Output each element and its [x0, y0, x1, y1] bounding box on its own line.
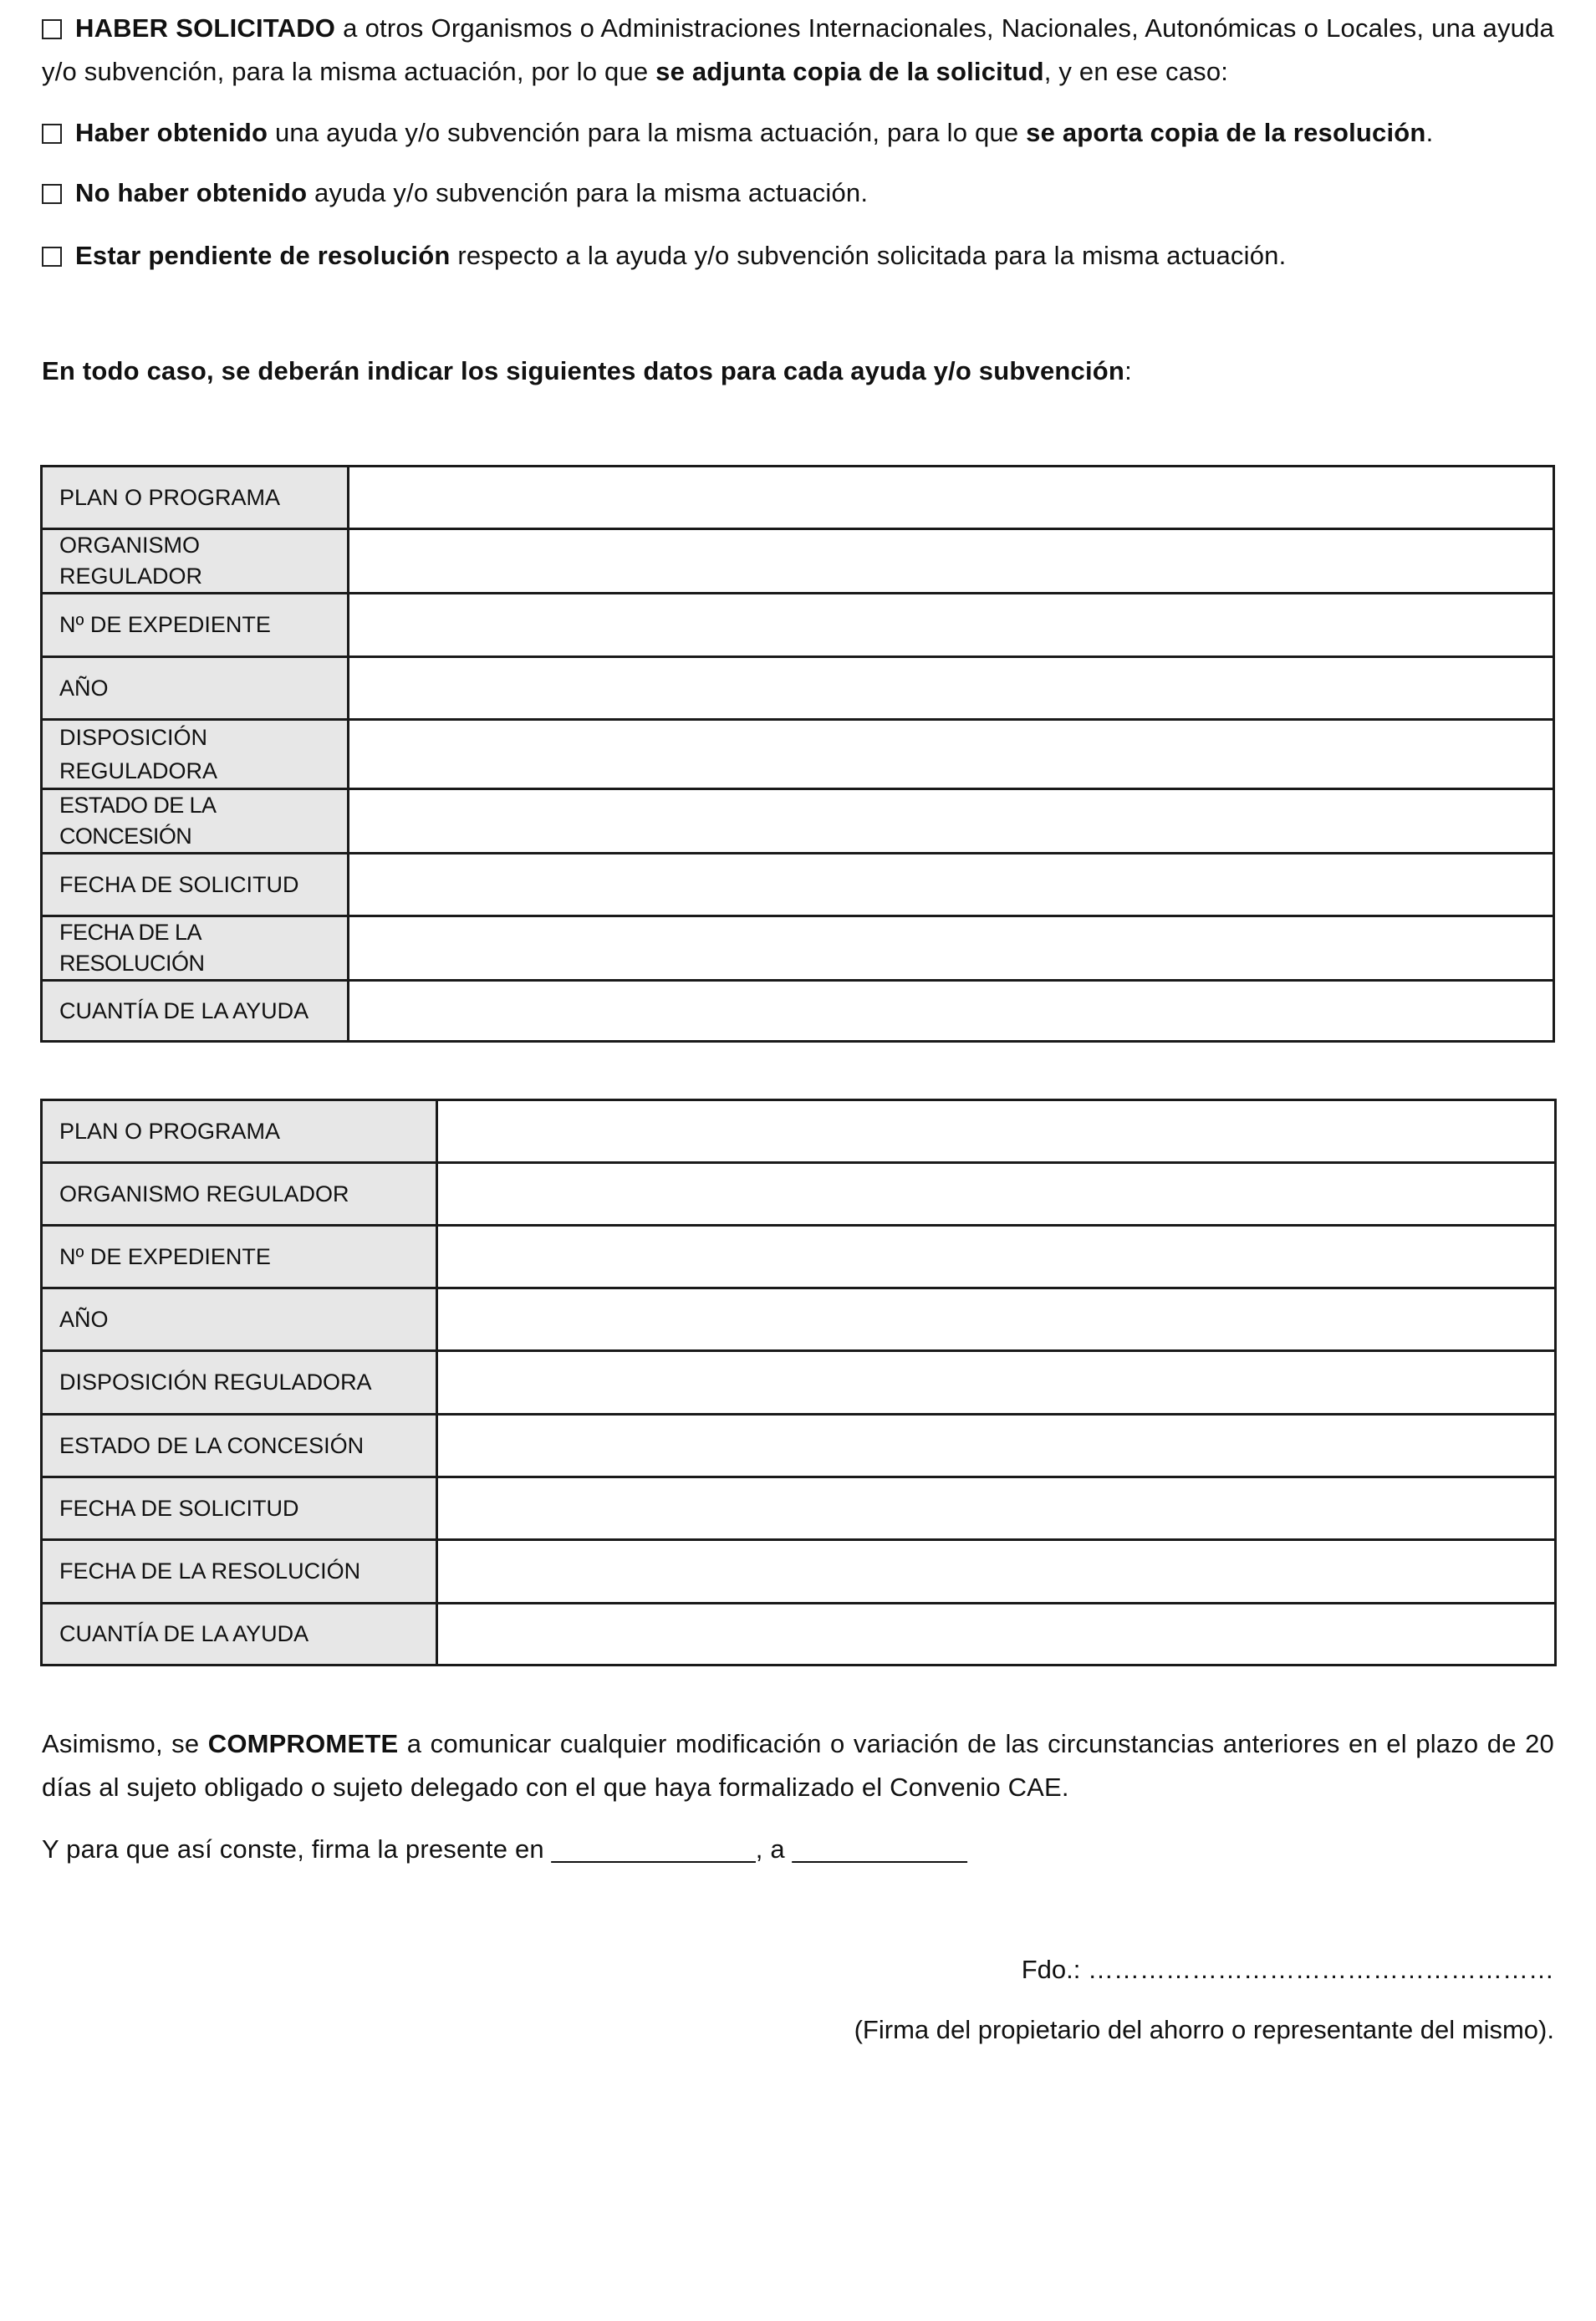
option-haber-obtenido [42, 111, 1554, 155]
table-row [42, 1351, 1556, 1415]
option-text: ayuda y/o subvención para la misma actuación. [307, 178, 869, 207]
table-row [42, 854, 1554, 916]
row-label: DISPOSICIÓN REGULADORA [42, 720, 349, 789]
grant-table-1 [40, 465, 1555, 1043]
table-row [42, 594, 1554, 657]
table-row [42, 1163, 1556, 1226]
row-label: PLAN O PROGRAMA [42, 1100, 437, 1163]
option-bold: Haber obtenido [75, 118, 268, 147]
table-row [42, 657, 1554, 720]
table-row [42, 1540, 1556, 1604]
row-label: FECHA DE SOLICITUD [42, 1477, 437, 1540]
row-value-field[interactable] [349, 916, 1554, 981]
intro-paragraph [42, 7, 1554, 94]
commitment-text: a comunicar cualquier modificación o variación de las circunstancias anteriores en el plazo de 20 días al sujeto obligado o sujeto delegado con el que haya formalizado el Convenio CAE. [42, 1729, 1554, 1802]
row-value-field[interactable] [349, 467, 1554, 529]
row-value-field[interactable] [437, 1226, 1556, 1288]
row-value-field[interactable] [437, 1288, 1556, 1351]
checkbox-pendiente-resolucion[interactable] [42, 247, 62, 267]
option-end: . [1425, 118, 1434, 147]
table-row [42, 1604, 1556, 1666]
table-row [42, 789, 1554, 854]
option-no-haber-obtenido [42, 171, 1554, 215]
row-label: FECHA DE LA RESOLUCIÓN [42, 1540, 437, 1604]
grant-table-2 [40, 1099, 1557, 1666]
table-row [42, 1288, 1556, 1351]
row-value-field[interactable] [349, 529, 1554, 594]
closing-line: Y para que así conste, firma la presente en ______________, a ____________ [42, 1834, 967, 1864]
row-value-field[interactable] [349, 594, 1554, 657]
row-label: Nº DE EXPEDIENTE [42, 1226, 437, 1288]
row-label: FECHA DE LA RESOLUCIÓN [42, 916, 349, 981]
row-value-field[interactable] [349, 657, 1554, 720]
row-label: ORGANISMO REGULADOR [42, 1163, 437, 1226]
row-label: ESTADO DE LA CONCESIÓN [42, 789, 349, 854]
row-value-field[interactable] [437, 1477, 1556, 1540]
signature-line: Fdo.: ……………………………………………… [1021, 1955, 1554, 1984]
row-value-field[interactable] [437, 1415, 1556, 1477]
row-value-field[interactable] [437, 1604, 1556, 1666]
table-row [42, 467, 1554, 529]
row-value-field[interactable] [349, 854, 1554, 916]
row-label: AÑO [42, 1288, 437, 1351]
row-label: DISPOSICIÓN REGULADORA [42, 1351, 437, 1415]
checkbox-haber-solicitado[interactable] [42, 19, 62, 39]
row-label: CUANTÍA DE LA AYUDA [42, 1604, 437, 1666]
row-value-field[interactable] [349, 720, 1554, 789]
row-value-field[interactable] [437, 1163, 1556, 1226]
option-bold-2: se aporta copia de la resolución [1026, 118, 1426, 147]
option-pendiente-resolucion [42, 234, 1554, 278]
row-value-field[interactable] [349, 981, 1554, 1042]
table-row [42, 720, 1554, 789]
option-bold: No haber obtenido [75, 178, 308, 207]
table-row [42, 529, 1554, 594]
checkbox-haber-obtenido[interactable] [42, 124, 62, 144]
table-row [42, 916, 1554, 981]
option-text: respecto a la ayuda y/o subvención solicitada para la misma actuación. [450, 241, 1287, 270]
row-value-field[interactable] [437, 1351, 1556, 1415]
row-value-field[interactable] [437, 1540, 1556, 1604]
row-label: AÑO [42, 657, 349, 720]
instruction-end: : [1124, 356, 1132, 385]
option-text: una ayuda y/o subvención para la misma actuación, para lo que [268, 118, 1027, 147]
row-label: CUANTÍA DE LA AYUDA [42, 981, 349, 1042]
signature-caption: (Firma del propietario del ahorro o representante del mismo). [854, 2015, 1554, 2044]
row-label: ORGANISMO REGULADOR [42, 529, 349, 594]
intro-end: , y en ese caso: [1043, 57, 1229, 86]
row-label: Nº DE EXPEDIENTE [42, 594, 349, 657]
commitment-paragraph [42, 1722, 1554, 1809]
row-value-field[interactable] [349, 789, 1554, 854]
table-row [42, 1477, 1556, 1540]
row-value-field[interactable] [437, 1100, 1556, 1163]
commitment-bold: COMPROMETE [207, 1729, 399, 1758]
row-label: FECHA DE SOLICITUD [42, 854, 349, 916]
row-label: PLAN O PROGRAMA [42, 467, 349, 529]
table-row [42, 1415, 1556, 1477]
instruction [42, 349, 1554, 393]
table-row [42, 1100, 1556, 1163]
table-row [42, 1226, 1556, 1288]
commitment-start: Asimismo, se [42, 1729, 208, 1758]
checkbox-no-haber-obtenido[interactable] [42, 184, 62, 204]
table-row [42, 981, 1554, 1042]
intro-bold-2: se adjunta copia de la solicitud [655, 57, 1044, 86]
option-bold: Estar pendiente de resolución [75, 241, 451, 270]
intro-text: a otros Organismos o Administraciones Internacionales, Nacionales, Autonómicas o Locales, una ayuda y/o subvención, para la misma actuación, por lo que [42, 13, 1554, 86]
instruction-bold: En todo caso, se deberán indicar los siguientes datos para cada ayuda y/o subvención [42, 356, 1125, 385]
intro-bold: HABER SOLICITADO [75, 13, 336, 43]
row-label: ESTADO DE LA CONCESIÓN [42, 1415, 437, 1477]
